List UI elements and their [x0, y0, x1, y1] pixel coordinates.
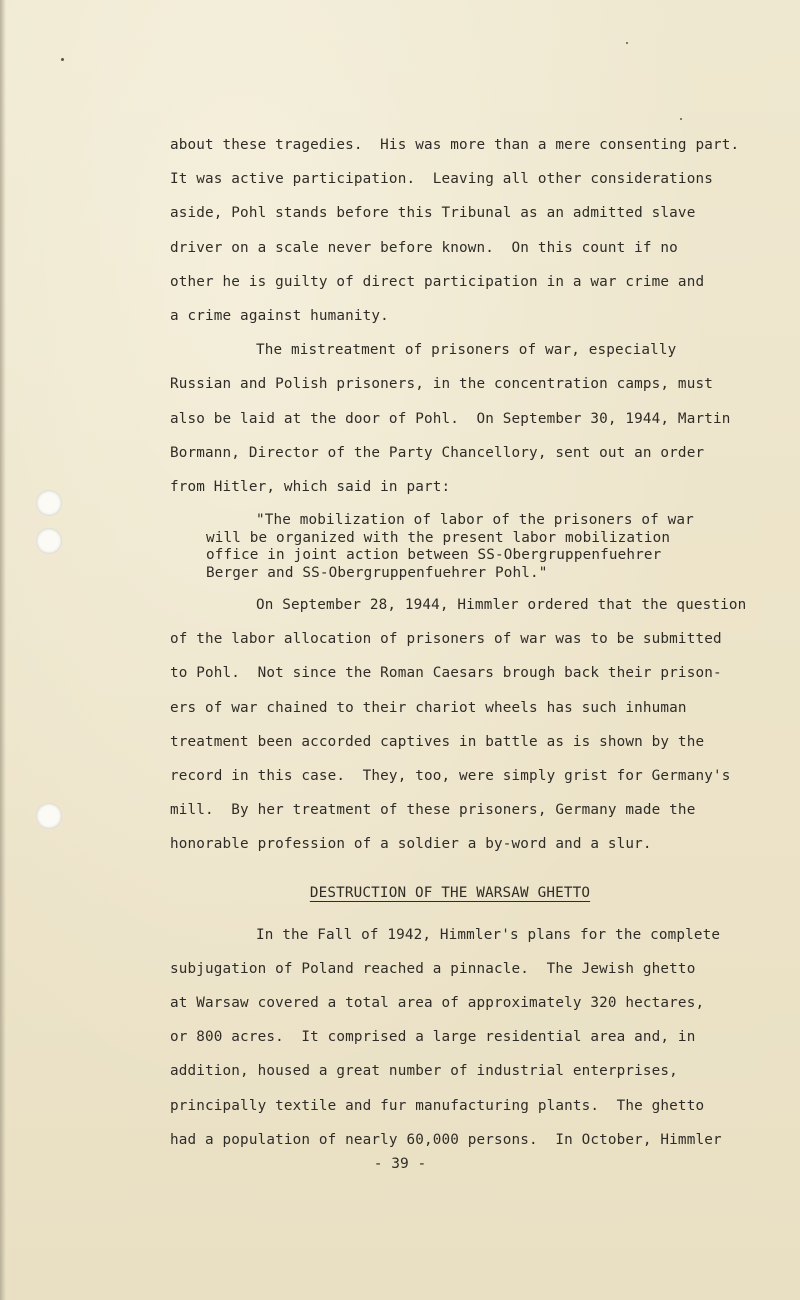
- paper-speck: [680, 118, 682, 120]
- text-line: subjugation of Poland reached a pinnacle. The Jewish ghetto: [170, 960, 696, 977]
- text-line: It was active participation. Leaving all other considerations: [170, 171, 713, 188]
- page-edge-shadow: [0, 0, 6, 1300]
- text-line: treatment been accorded captives in battle as is shown by the: [170, 733, 705, 750]
- text-line: On September 28, 1944, Himmler ordered that the question: [256, 597, 747, 614]
- text-line: record in this case. They, too, were simply grist for Germany's: [170, 768, 731, 784]
- paragraph-3: [170, 588, 747, 862]
- text-line: had a population of nearly 60,000 persons. In October, Himmler: [170, 1131, 722, 1148]
- text-line: other he is guilty of direct participation in a war crime and: [170, 273, 705, 290]
- text-line: ers of war chained to their chariot wheels has such inhuman: [170, 699, 687, 716]
- text-line: mill. By her treatment of these prisoners, Germany made the: [170, 802, 696, 819]
- text-line: driver on a scale never before known. On this count if no: [170, 239, 678, 256]
- text-line: aside, Pohl stands before this Tribunal as an admitted slave: [170, 205, 696, 222]
- text-line: or 800 acres. It comprised a large residential area and, in: [170, 1029, 696, 1046]
- quote-line: Berger and SS-Obergruppenfuehrer Pohl.": [206, 564, 548, 581]
- punch-hole-middle: [36, 528, 62, 554]
- quote-line: "The mobilization of labor of the prisoners of war: [256, 512, 694, 529]
- text-line: at Warsaw covered a total area of approximately 320 hectares,: [170, 994, 705, 1011]
- punch-hole-bottom: [36, 803, 62, 829]
- text-line: a crime against humanity.: [170, 307, 389, 324]
- paper-speck: [626, 42, 628, 44]
- text-line: Bormann, Director of the Party Chancellory, sent out an order: [170, 444, 705, 461]
- text-line: about these tragedies. His was more than a mere consenting part.: [170, 137, 740, 153]
- document-body: [170, 128, 747, 1157]
- text-line: The mistreatment of prisoners of war, especially: [256, 342, 677, 359]
- block-quote: [170, 512, 730, 582]
- punch-hole-top: [36, 490, 62, 516]
- paragraph-4: [170, 918, 730, 1157]
- text-line: to Pohl. Not since the Roman Caesars brough back their prison-: [170, 665, 722, 682]
- section-heading-text: DESTRUCTION OF THE WARSAW GHETTO: [309, 884, 591, 901]
- paper-speck: [61, 58, 64, 61]
- text-line: addition, housed a great number of industrial enterprises,: [170, 1063, 678, 1080]
- text-line: In the Fall of 1942, Himmler's plans for the complete: [256, 926, 721, 943]
- paragraph-1: [170, 128, 740, 333]
- text-line: principally textile and fur manufacturing plants. The ghetto: [170, 1097, 705, 1114]
- quote-line: will be organized with the present labor mobilization: [206, 529, 671, 546]
- text-line: also be laid at the door of Pohl. On September 30, 1944, Martin: [170, 410, 731, 427]
- section-heading: [170, 876, 730, 910]
- text-line: Russian and Polish prisoners, in the concentration camps, must: [170, 376, 713, 393]
- paragraph-2: [170, 333, 730, 504]
- page-number: - 39 -: [373, 1156, 427, 1172]
- quote-line: office in joint action between SS-Obergruppenfuehrer: [206, 547, 662, 564]
- text-line: honorable profession of a soldier a by-word and a slur.: [170, 836, 652, 853]
- text-line: of the labor allocation of prisoners of war was to be submitted: [170, 631, 722, 648]
- text-line: from Hitler, which said in part:: [170, 478, 451, 495]
